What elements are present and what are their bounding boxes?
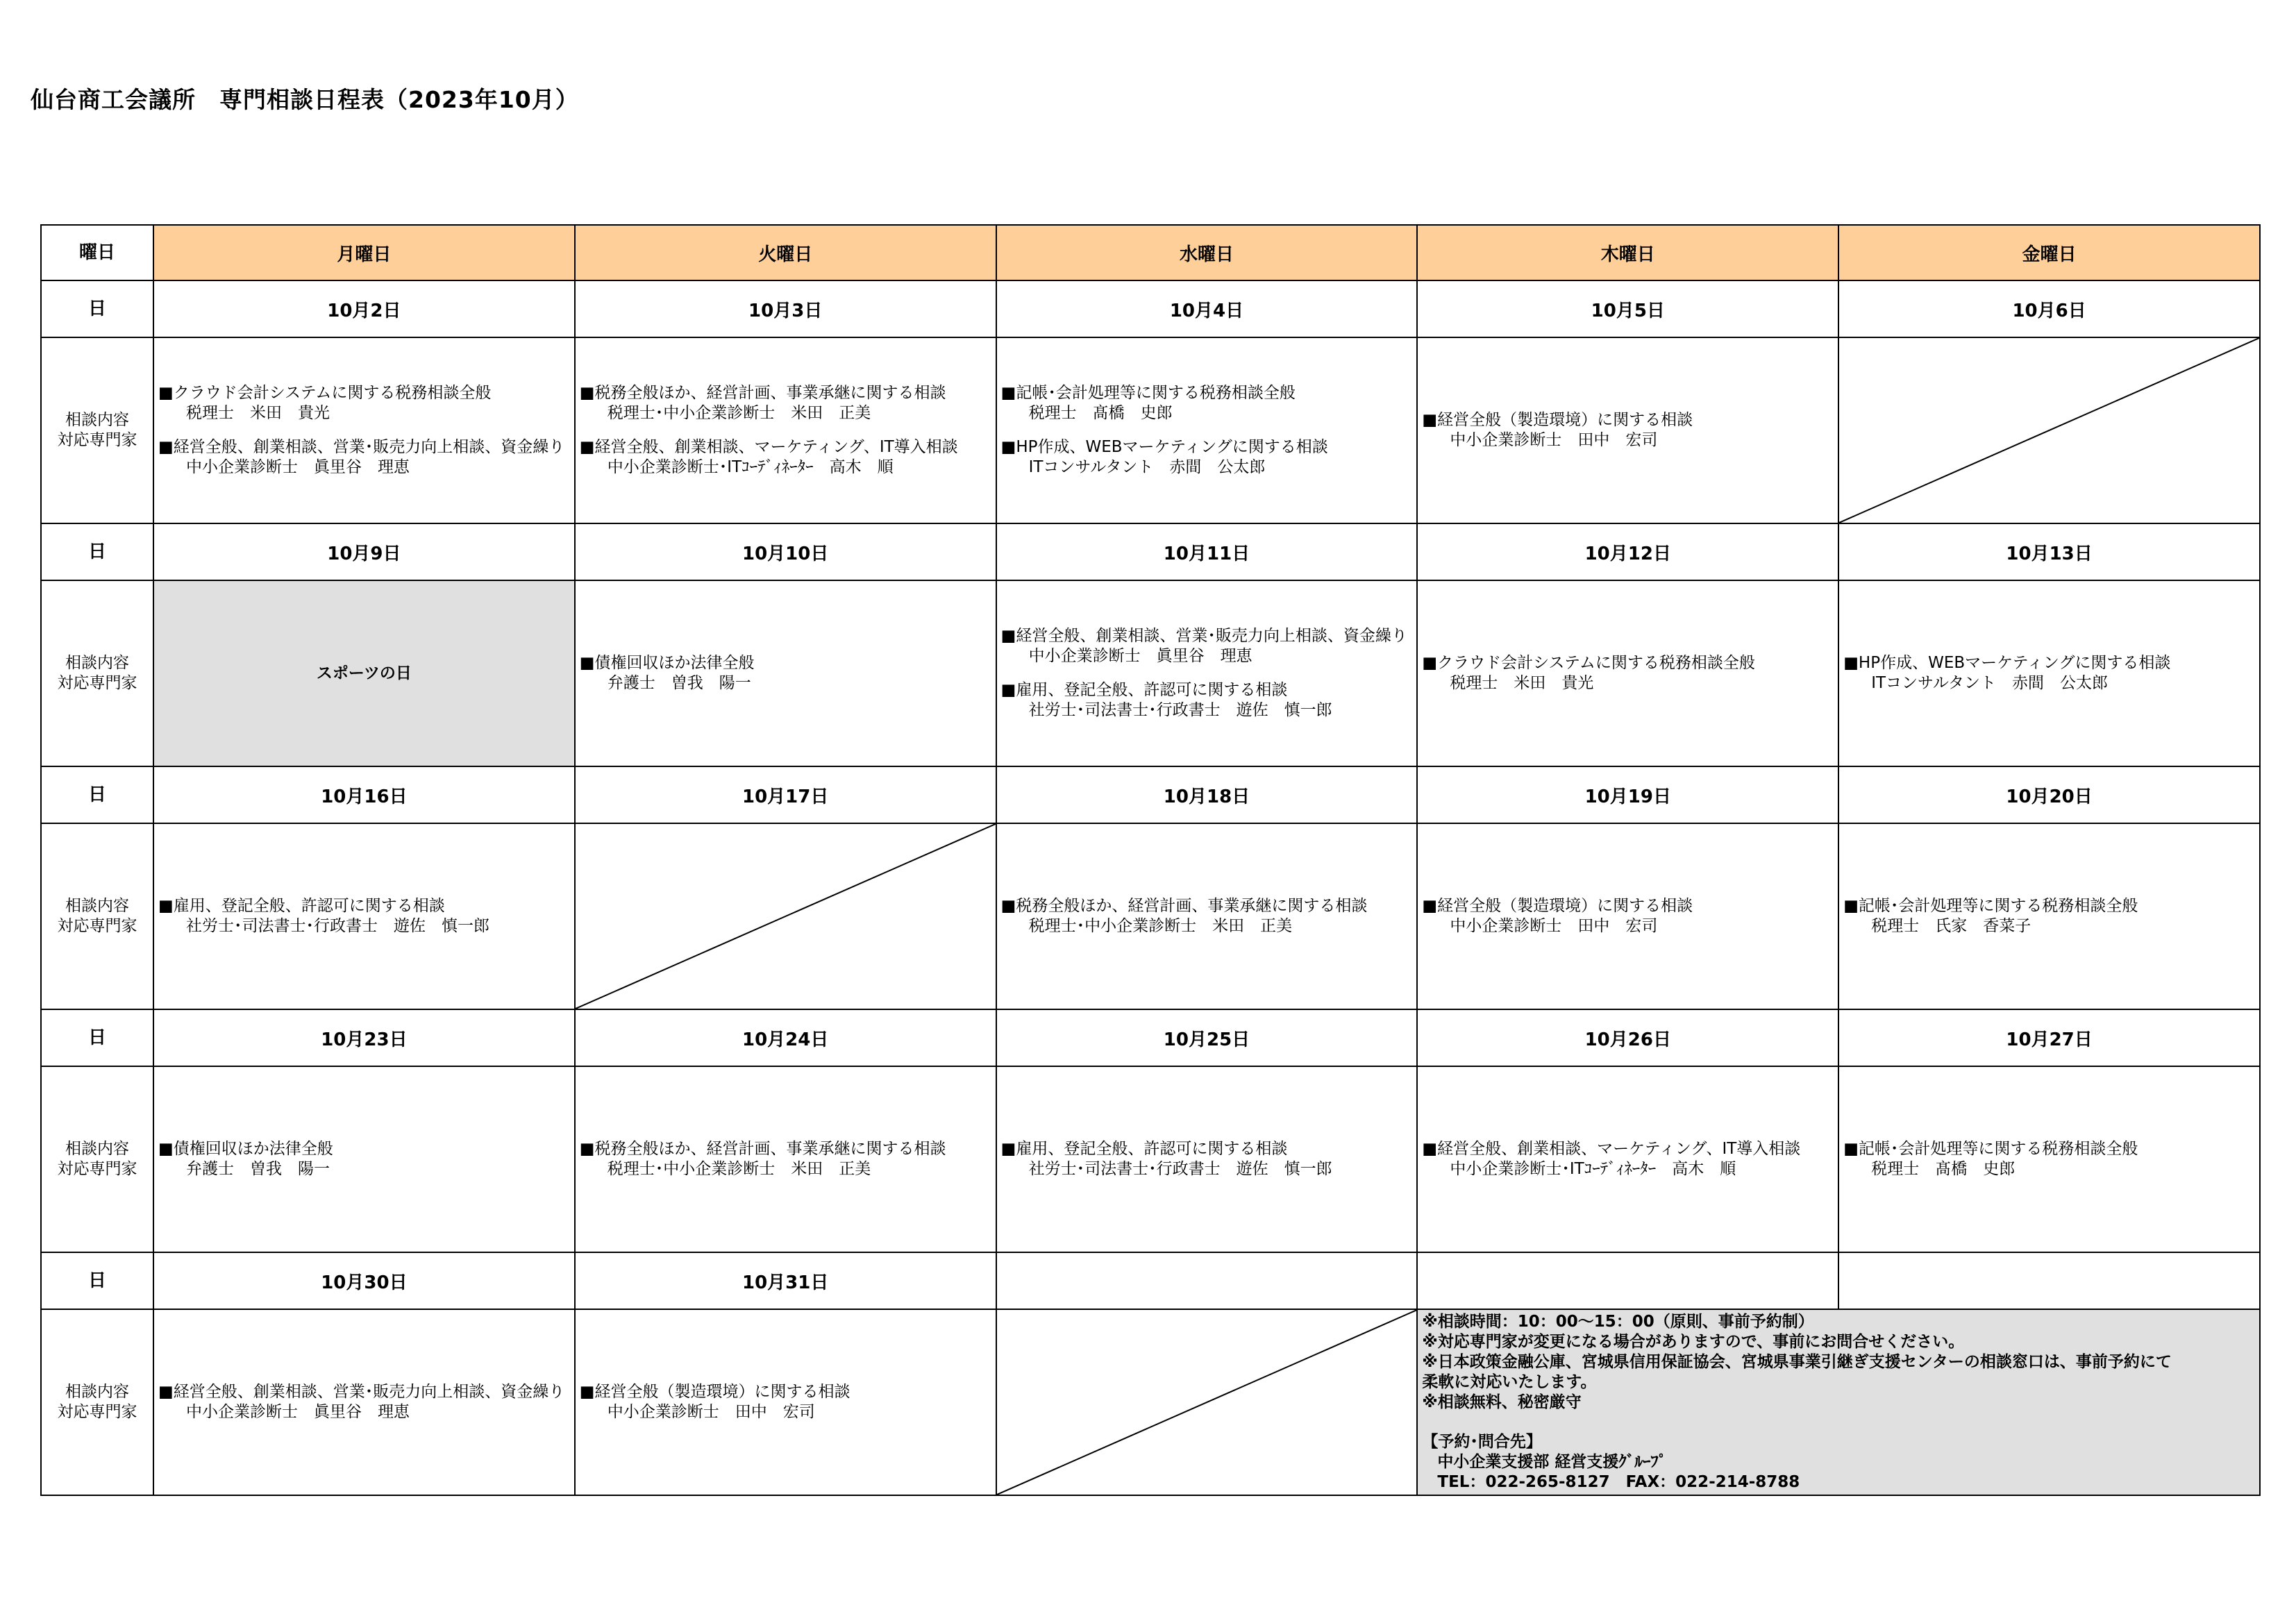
contact-heading: 【予約･問合先】: [1422, 1433, 1542, 1451]
consultation-topic: ■クラウド会計システムに関する税務相談全般: [158, 384, 492, 402]
note-line: ※相談時間：10：00～15：00（原則、事前予約制）: [1422, 1313, 1814, 1331]
consultation-expert: 中小企業診断士 眞里谷 理恵: [1028, 647, 1252, 665]
date-cell: 10月9日: [153, 523, 575, 580]
date-cell: 10月30日: [153, 1252, 575, 1309]
consultation-topic: ■経営全般（製造環境）に関する相談: [579, 1383, 850, 1401]
consultation-topic: ■記帳･会計処理等に関する税務相談全般: [1843, 1140, 2138, 1158]
date-cell: 10月2日: [153, 280, 575, 337]
date-cell: 10月25日: [996, 1009, 1418, 1066]
consultation-entry: [158, 1139, 574, 1179]
consultation-topic: ■HP作成、WEBマーケティングに関する相談: [1843, 654, 2171, 672]
date-cell: 10月16日: [153, 766, 575, 823]
notes-box: [1417, 1309, 2260, 1495]
contact-department: 中小企業支援部 経営支援ｸﾞﾙｰﾌﾟ: [1437, 1453, 1667, 1471]
consultation-cell: [996, 337, 1418, 523]
consultation-cell: [996, 823, 1418, 1009]
note-line: 柔軟に対応いたします。: [1422, 1373, 1597, 1391]
consultation-row: [41, 1309, 2260, 1495]
weekday-header-wed: 水曜日: [996, 225, 1418, 280]
date-cell: 10月4日: [996, 280, 1418, 337]
no-consultation-cell: [1838, 337, 2260, 523]
date-cell: 10月17日: [575, 766, 996, 823]
date-cell: [1417, 1252, 1838, 1309]
consultation-topic: ■記帳･会計処理等に関する税務相談全般: [1843, 897, 2138, 915]
date-cell: 10月6日: [1838, 280, 2260, 337]
consultation-topic: ■雇用、登記全般、許認可に関する相談: [1000, 1140, 1288, 1158]
date-cell: 10月13日: [1838, 523, 2260, 580]
weekday-header-mon: 月曜日: [153, 225, 575, 280]
consultation-entry: [1422, 410, 1838, 451]
consultation-expert: 税理士･中小企業診断士 米田 正美: [607, 1160, 871, 1178]
consultation-cell: [153, 1066, 575, 1252]
consultation-entries: [154, 896, 574, 936]
consultation-entries: [1839, 896, 2259, 936]
consultation-entries: [154, 1139, 574, 1179]
consultation-cell: [996, 1066, 1418, 1252]
date-cell: 10月19日: [1417, 766, 1838, 823]
holiday-cell: [153, 580, 575, 766]
consultation-topic: ■経営全般、創業相談、営業･販売力向上相談、資金繰り: [158, 1383, 565, 1401]
consultation-entry: [580, 383, 996, 423]
consultation-expert: 税理士 米田 貴光: [186, 404, 330, 422]
consultation-entries: [997, 626, 1417, 721]
consultation-topic: ■雇用、登記全般、許認可に関する相談: [158, 897, 445, 915]
consultation-entry: [158, 1382, 574, 1422]
weekday-header-fri: 金曜日: [1838, 225, 2260, 280]
weekday-header-tue: 火曜日: [575, 225, 996, 280]
consultation-entries: [576, 383, 996, 478]
consultation-topic: ■雇用、登記全般、許認可に関する相談: [1000, 681, 1288, 699]
consultation-entry: [158, 896, 574, 936]
consultation-entry: [580, 1382, 996, 1422]
schedule-table: [40, 224, 2261, 1496]
no-consultation-cell: [996, 1309, 1418, 1495]
consultation-entries: [576, 1139, 996, 1179]
consultation-cell: [1838, 580, 2260, 766]
consultation-expert: 弁護士 曽我 陽一: [607, 674, 751, 692]
date-cell: 10月24日: [575, 1009, 996, 1066]
consultation-entries: [997, 1139, 1417, 1179]
expert-label-line: 対応専門家: [57, 1160, 137, 1178]
note-line: ※日本政策金融公庫、宮城県信用保証協会、宮城県事業引継ぎ支援センターの相談窓口は、事前予約にて: [1422, 1353, 2172, 1371]
date-cell: 10月23日: [153, 1009, 575, 1066]
content-label: [41, 1309, 153, 1495]
consultation-entry: [1001, 383, 1417, 423]
consultation-cell: [153, 823, 575, 1009]
consultation-topic: ■税務全般ほか、経営計画、事業承継に関する相談: [579, 1140, 946, 1158]
consultation-expert: ITコンサルタント 赤間 公太郎: [1028, 458, 1266, 476]
date-cell: [1838, 1252, 2260, 1309]
consultation-expert: 中小企業診断士 田中 宏司: [1450, 917, 1658, 935]
consultation-topic: ■経営全般（製造環境）に関する相談: [1422, 411, 1693, 429]
consultation-topic: ■経営全般、創業相談、営業･販売力向上相談、資金繰り: [158, 438, 565, 456]
consultation-topic: ■クラウド会計システムに関する税務相談全般: [1422, 654, 1755, 672]
consultation-entry: [1843, 1139, 2259, 1179]
date-row: [41, 280, 2260, 337]
date-row-label: 日: [41, 1009, 153, 1066]
consultation-expert: 社労士･司法書士･行政書士 遊佐 慎一郎: [186, 917, 489, 935]
consultation-topic: ■債権回収ほか法律全般: [579, 654, 755, 672]
date-cell: 10月18日: [996, 766, 1418, 823]
consultation-cell: [1838, 823, 2260, 1009]
consultation-row: [41, 1066, 2260, 1252]
weekday-column-label: 曜日: [41, 225, 153, 280]
note-line: ※相談無料、秘密厳守: [1422, 1393, 1582, 1411]
consultation-entry: [1001, 896, 1417, 936]
consultation-entry: [580, 437, 996, 478]
expert-label-line: 対応専門家: [57, 1403, 137, 1421]
consultation-expert: 中小企業診断士 田中 宏司: [1450, 431, 1658, 449]
consultation-row: [41, 580, 2260, 766]
weekday-header-thu: 木曜日: [1417, 225, 1838, 280]
content-label-line: 相談内容: [65, 1383, 129, 1401]
consultation-cell: [575, 1309, 996, 1495]
weekday-header-row: [41, 225, 2260, 280]
notes-content: [1418, 1311, 2259, 1494]
consultation-entry: [580, 653, 996, 693]
consultation-topic: ■債権回収ほか法律全般: [158, 1140, 333, 1158]
date-cell: 10月12日: [1417, 523, 1838, 580]
holiday-name: スポーツの日: [316, 664, 412, 682]
consultation-entry: [1001, 1139, 1417, 1179]
consultation-expert: 中小企業診断士 眞里谷 理恵: [186, 1403, 410, 1421]
consultation-expert: 社労士･司法書士･行政書士 遊佐 慎一郎: [1028, 701, 1332, 719]
consultation-expert: 弁護士 曽我 陽一: [186, 1160, 330, 1178]
consultation-expert: 中小企業診断士･ITｺｰﾃﾞｨﾈｰﾀｰ 高木 順: [1450, 1160, 1736, 1178]
content-label: [41, 823, 153, 1009]
date-cell: 10月11日: [996, 523, 1418, 580]
date-cell: 10月27日: [1838, 1009, 2260, 1066]
date-cell: 10月10日: [575, 523, 996, 580]
consultation-cell: [1417, 1066, 1838, 1252]
date-cell: 10月5日: [1417, 280, 1838, 337]
consultation-entry: [1843, 653, 2259, 693]
consultation-entries: [576, 1382, 996, 1422]
consultation-entries: [997, 383, 1417, 478]
date-cell: [996, 1252, 1418, 1309]
consultation-entries: [576, 653, 996, 693]
consultation-entries: [1839, 653, 2259, 693]
consultation-entry: [1843, 896, 2259, 936]
consultation-entries: [1418, 896, 1838, 936]
consultation-cell: [575, 580, 996, 766]
date-row: [41, 766, 2260, 823]
consultation-cell: [1417, 580, 1838, 766]
consultation-expert: 中小企業診断士 田中 宏司: [607, 1403, 815, 1421]
expert-label-line: 対応専門家: [57, 917, 137, 935]
date-cell: 10月26日: [1417, 1009, 1838, 1066]
consultation-expert: 税理士 髙橋 史郎: [1028, 404, 1173, 422]
consultation-expert: 税理士 髙橋 史郎: [1871, 1160, 2016, 1178]
expert-label-line: 対応専門家: [57, 431, 137, 449]
consultation-row: [41, 337, 2260, 523]
date-row-label: 日: [41, 1252, 153, 1309]
consultation-expert: 税理士･中小企業診断士 米田 正美: [1028, 917, 1293, 935]
consultation-expert: 中小企業診断士･ITｺｰﾃﾞｨﾈｰﾀｰ 高木 順: [607, 458, 894, 476]
consultation-expert: 社労士･司法書士･行政書士 遊佐 慎一郎: [1028, 1160, 1332, 1178]
consultation-entries: [1418, 653, 1838, 693]
consultation-cell: [575, 337, 996, 523]
date-row: [41, 523, 2260, 580]
consultation-expert: 税理士 氏家 香菜子: [1871, 917, 2031, 935]
consultation-expert: 税理士･中小企業診断士 米田 正美: [607, 404, 871, 422]
consultation-expert: 中小企業診断士 眞里谷 理恵: [186, 458, 410, 476]
content-label-line: 相談内容: [65, 654, 129, 672]
consultation-entry: [1001, 437, 1417, 478]
consultation-expert: ITコンサルタント 赤間 公太郎: [1871, 674, 2108, 692]
consultation-topic: ■経営全般、創業相談、マーケティング、IT導入相談: [1422, 1140, 1801, 1158]
consultation-cell: [996, 580, 1418, 766]
consultation-cell: [1838, 1066, 2260, 1252]
consultation-entries: [154, 383, 574, 478]
no-consultation-cell: [575, 823, 996, 1009]
consultation-topic: ■経営全般（製造環境）に関する相談: [1422, 897, 1693, 915]
consultation-entries: [1418, 1139, 1838, 1179]
consultation-expert: 税理士 米田 貴光: [1450, 674, 1594, 692]
date-row-label: 日: [41, 280, 153, 337]
page-title: 仙台商工会議所 専門相談日程表（2023年10月）: [31, 86, 579, 113]
content-label: [41, 580, 153, 766]
consultation-entry: [1001, 626, 1417, 666]
content-label: [41, 1066, 153, 1252]
consultation-topic: ■HP作成、WEBマーケティングに関する相談: [1000, 438, 1328, 456]
date-row: [41, 1252, 2260, 1309]
date-row: [41, 1009, 2260, 1066]
content-label-line: 相談内容: [65, 1140, 129, 1158]
date-row-label: 日: [41, 523, 153, 580]
date-row-label: 日: [41, 766, 153, 823]
consultation-entry: [1422, 896, 1838, 936]
consultation-row: [41, 823, 2260, 1009]
consultation-cell: [1417, 337, 1838, 523]
content-label: [41, 337, 153, 523]
consultation-entry: [580, 1139, 996, 1179]
consultation-topic: ■経営全般、創業相談、営業･販売力向上相談、資金繰り: [1000, 627, 1407, 645]
consultation-entries: [997, 896, 1417, 936]
date-cell: 10月3日: [575, 280, 996, 337]
expert-label-line: 対応専門家: [57, 674, 137, 692]
consultation-cell: [1417, 823, 1838, 1009]
content-label-line: 相談内容: [65, 411, 129, 429]
content-label-line: 相談内容: [65, 897, 129, 915]
contact-phone-fax: TEL：022-265-8127 FAX：022-214-8788: [1437, 1473, 1800, 1491]
consultation-entry: [158, 437, 574, 478]
consultation-entries: [1839, 1139, 2259, 1179]
date-cell: 10月20日: [1838, 766, 2260, 823]
consultation-entry: [1422, 653, 1838, 693]
date-cell: 10月31日: [575, 1252, 996, 1309]
consultation-topic: ■記帳･会計処理等に関する税務相談全般: [1000, 384, 1296, 402]
consultation-topic: ■税務全般ほか、経営計画、事業承継に関する相談: [1000, 897, 1368, 915]
consultation-topic: ■税務全般ほか、経営計画、事業承継に関する相談: [579, 384, 946, 402]
consultation-cell: [153, 1309, 575, 1495]
consultation-entries: [1418, 410, 1838, 451]
consultation-entry: [158, 383, 574, 423]
consultation-entry: [1422, 1139, 1838, 1179]
consultation-cell: [575, 1066, 996, 1252]
consultation-entry: [1001, 680, 1417, 721]
consultation-entries: [154, 1382, 574, 1422]
consultation-cell: [153, 337, 575, 523]
consultation-topic: ■経営全般、創業相談、マーケティング、IT導入相談: [579, 438, 958, 456]
note-line: ※対応専門家が変更になる場合がありますので、事前にお問合せください。: [1422, 1333, 1965, 1351]
